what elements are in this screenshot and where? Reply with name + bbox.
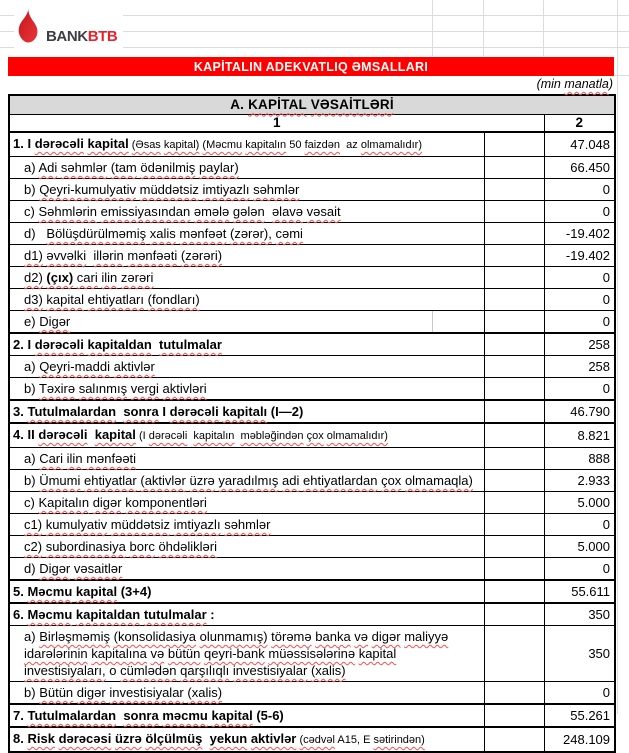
capital-table bbox=[8, 94, 616, 753]
row-spacer-cell[interactable] bbox=[484, 423, 544, 448]
row-spacer-cell[interactable] bbox=[484, 448, 544, 470]
row-label-cell[interactable]: c) Səhmlərin emissiyasından əmələ gələn əlavə vəsait bbox=[9, 201, 484, 223]
row-label-cell[interactable]: b) Bütün digər investisiyalar (xalis) bbox=[9, 682, 484, 705]
table-row bbox=[9, 423, 615, 448]
row-value-cell[interactable]: 350 bbox=[544, 603, 615, 626]
row-label-cell[interactable]: d3) kapital ehtiyatları (fondları) bbox=[9, 289, 484, 311]
table-row bbox=[9, 704, 615, 727]
column-header-2: 2 bbox=[544, 114, 615, 132]
row-spacer-cell[interactable] bbox=[484, 470, 544, 492]
table-row bbox=[9, 400, 615, 423]
row-spacer-cell[interactable] bbox=[484, 580, 544, 603]
row-label-cell[interactable]: c) Kapitalın digər komponentləri bbox=[9, 492, 484, 514]
row-value-cell[interactable]: 0 bbox=[544, 311, 615, 334]
section-header-row bbox=[9, 95, 615, 114]
report-title-banner bbox=[8, 57, 614, 76]
row-spacer-cell[interactable] bbox=[484, 682, 544, 705]
row-spacer-cell[interactable] bbox=[484, 223, 544, 245]
table-row bbox=[9, 201, 615, 223]
row-spacer-cell[interactable] bbox=[484, 132, 544, 157]
row-label-cell[interactable]: a) Qeyri-maddi aktivlər bbox=[9, 356, 484, 378]
table-row bbox=[9, 470, 615, 492]
row-label-cell[interactable]: d) Bölüşdürülməmiş xalis mənfəət (zərər), cəmi bbox=[9, 223, 484, 245]
row-label-note: (Əsas kapital) (Məcmu kapitalın 50 faizdən az olmamalıdır) bbox=[131, 139, 422, 151]
table-row bbox=[9, 157, 615, 179]
row-value-cell[interactable]: 5.000 bbox=[544, 492, 615, 514]
table-row bbox=[9, 356, 615, 378]
row-value-cell[interactable]: 0 bbox=[544, 267, 615, 289]
row-spacer-cell[interactable] bbox=[484, 289, 544, 311]
row-value-cell[interactable]: 258 bbox=[544, 356, 615, 378]
row-label-cell[interactable]: b) Təxirə salınmış vergi aktivləri bbox=[9, 378, 484, 401]
row-value-cell[interactable]: 0 bbox=[544, 514, 615, 536]
row-value-cell[interactable]: 0 bbox=[544, 289, 615, 311]
table-row bbox=[9, 289, 615, 311]
row-label-cell[interactable]: d1) əvvəlki illərin mənfəəti (zərəri) bbox=[9, 245, 484, 267]
row-label-cell[interactable]: 7. Tutulmalardan sonra məcmu kapital (5-6) bbox=[9, 704, 484, 727]
row-label-note: (I dərəcəli kapitalın məbləğindən çox olmamalıdır) bbox=[138, 430, 388, 442]
row-value-cell[interactable]: 258 bbox=[544, 333, 615, 356]
row-label-cell[interactable]: d) Digər vəsaitlər bbox=[9, 558, 484, 581]
table-row bbox=[9, 179, 615, 201]
table-row bbox=[9, 603, 615, 626]
row-value-cell[interactable]: 66.450 bbox=[544, 157, 615, 179]
row-label-cell[interactable]: a) Cari ilin mənfəəti bbox=[9, 448, 484, 470]
gridline bbox=[483, 0, 484, 56]
row-spacer-cell[interactable] bbox=[484, 311, 544, 334]
row-spacer-cell[interactable] bbox=[484, 514, 544, 536]
column-header-1: 1 bbox=[9, 114, 544, 132]
row-value-cell[interactable]: 0 bbox=[544, 201, 615, 223]
row-value-cell[interactable]: -19.402 bbox=[544, 223, 615, 245]
unit-note-prefix: (min bbox=[536, 77, 565, 91]
table-row bbox=[9, 514, 615, 536]
table-row bbox=[9, 378, 615, 401]
row-spacer-cell[interactable] bbox=[484, 492, 544, 514]
row-label-cell[interactable]: a) Birləşməmiş (konsolidasiya olunmamış) törəmə banka və digər maliyyə idarələrinin kapitalına və bütün qeyri-bank müəssisələrinə kapital investisiyaları, o cümlədən qarşılıqlı investisiyalar (xalis) bbox=[9, 626, 484, 682]
column-header-row bbox=[9, 114, 615, 132]
table-row bbox=[9, 682, 615, 705]
row-value-cell[interactable]: 0 bbox=[544, 378, 615, 401]
row-label-cell[interactable]: a) Adi səhmlər (tam ödənilmiş paylar) bbox=[9, 157, 484, 179]
row-label-cell[interactable]: c2) subordinasiya borc öhdəlikləri bbox=[9, 536, 484, 558]
section-header: A. KAPİTAL VƏSAİTLƏRİ bbox=[9, 95, 615, 114]
table-row bbox=[9, 626, 615, 682]
bank-logo bbox=[14, 5, 123, 49]
row-value-cell[interactable]: 5.000 bbox=[544, 536, 615, 558]
row-spacer-cell[interactable] bbox=[484, 333, 544, 356]
table-row bbox=[9, 536, 615, 558]
row-spacer-cell[interactable] bbox=[484, 558, 544, 581]
table-row bbox=[9, 267, 615, 289]
table-row bbox=[9, 580, 615, 603]
row-label-note: (cədvəl A15, E sətirindən) bbox=[299, 734, 425, 746]
row-spacer-cell[interactable] bbox=[484, 267, 544, 289]
row-label-cell[interactable]: 2. I dərəcəli kapitaldan tutulmalar bbox=[9, 333, 484, 356]
row-value-cell[interactable]: 2.933 bbox=[544, 470, 615, 492]
row-label-cell[interactable]: 6. Məcmu kapitaldan tutulmalar : bbox=[9, 603, 484, 626]
row-label-cell[interactable]: b) Ümumi ehtiyatlar (aktivlər üzrə yaradılmış adi ehtiyatlardan çox olmamaqla) bbox=[9, 470, 484, 492]
row-spacer-cell[interactable] bbox=[484, 201, 544, 223]
logo-text-bank: BANK bbox=[46, 28, 88, 45]
row-value-cell[interactable]: -19.402 bbox=[544, 245, 615, 267]
table-row bbox=[9, 727, 615, 752]
table-row bbox=[9, 448, 615, 470]
unit-note bbox=[537, 77, 613, 91]
table-row bbox=[9, 333, 615, 356]
table-row bbox=[9, 311, 615, 334]
table-row bbox=[9, 132, 615, 157]
row-spacer-cell[interactable] bbox=[484, 626, 544, 682]
row-value-cell[interactable]: 8.821 bbox=[544, 423, 615, 448]
gridline bbox=[543, 0, 544, 56]
row-spacer-cell[interactable] bbox=[484, 356, 544, 378]
report-title: KAPİTALIN ADEKVATLIQ ƏMSALLARI bbox=[193, 59, 429, 74]
row-value-cell[interactable]: 46.790 bbox=[544, 400, 615, 423]
table-row bbox=[9, 245, 615, 267]
row-spacer-cell[interactable] bbox=[484, 704, 544, 727]
row-value-cell[interactable]: 0 bbox=[544, 179, 615, 201]
row-label-cell[interactable]: e) Digər bbox=[9, 311, 484, 334]
row-label-cell[interactable]: 5. Məcmu kapital (3+4) bbox=[9, 580, 484, 603]
logo-wordmark bbox=[46, 30, 117, 47]
unit-note-word: manatla bbox=[564, 77, 609, 91]
row-label-cell[interactable]: b) Qeyri-kumulyativ müddətsiz imtiyazlı səhmlər bbox=[9, 179, 484, 201]
row-label-cell[interactable]: 1. I dərəcəli kapital (Əsas kapital) (Məcmu kapitalın 50 faizdən az olmamalıdır) bbox=[9, 132, 484, 157]
row-spacer-cell[interactable] bbox=[484, 603, 544, 626]
row-value-cell[interactable]: 55.611 bbox=[544, 580, 615, 603]
table-row bbox=[9, 223, 615, 245]
table-row bbox=[9, 492, 615, 514]
row-spacer-cell[interactable] bbox=[484, 157, 544, 179]
row-spacer-cell[interactable] bbox=[484, 400, 544, 423]
row-value-cell[interactable]: 350 bbox=[544, 626, 615, 682]
row-label-cell[interactable]: c1) kumulyativ müddətsiz imtiyazlı səhmlər bbox=[9, 514, 484, 536]
row-label-cell[interactable]: d2) (çıx) cari ilin zərəri bbox=[9, 267, 484, 289]
row-spacer-cell[interactable] bbox=[484, 378, 544, 401]
row-label-cell[interactable]: 8. Risk dərəcəsi üzrə ölçülmüş yekun aktivlər (cədvəl A15, E sətirindən) bbox=[9, 727, 484, 752]
row-value-cell[interactable]: 0 bbox=[544, 682, 615, 705]
flame-icon bbox=[16, 7, 40, 47]
row-value-cell[interactable]: 888 bbox=[544, 448, 615, 470]
row-label-cell[interactable]: 3. Tutulmalardan sonra I dərəcəli kapitalı (I—2) bbox=[9, 400, 484, 423]
row-value-cell[interactable]: 55.261 bbox=[544, 704, 615, 727]
row-spacer-cell[interactable] bbox=[484, 727, 544, 752]
row-value-cell[interactable]: 47.048 bbox=[544, 132, 615, 157]
capital-table-body bbox=[9, 132, 615, 752]
row-spacer-cell[interactable] bbox=[484, 245, 544, 267]
row-spacer-cell[interactable] bbox=[484, 536, 544, 558]
row-label-cell[interactable]: 4. II dərəcəli kapital (I dərəcəli kapitalın məbləğindən çox olmamalıdır) bbox=[9, 423, 484, 448]
gridline bbox=[432, 0, 433, 56]
table-row bbox=[9, 558, 615, 581]
logo-text-btb: BTB bbox=[87, 28, 118, 45]
row-value-cell[interactable]: 248.109 bbox=[544, 727, 615, 752]
row-value-cell[interactable]: 0 bbox=[544, 558, 615, 581]
unit-note-suffix: ) bbox=[608, 77, 613, 91]
gridline bbox=[617, 0, 618, 714]
row-spacer-cell[interactable] bbox=[484, 179, 544, 201]
